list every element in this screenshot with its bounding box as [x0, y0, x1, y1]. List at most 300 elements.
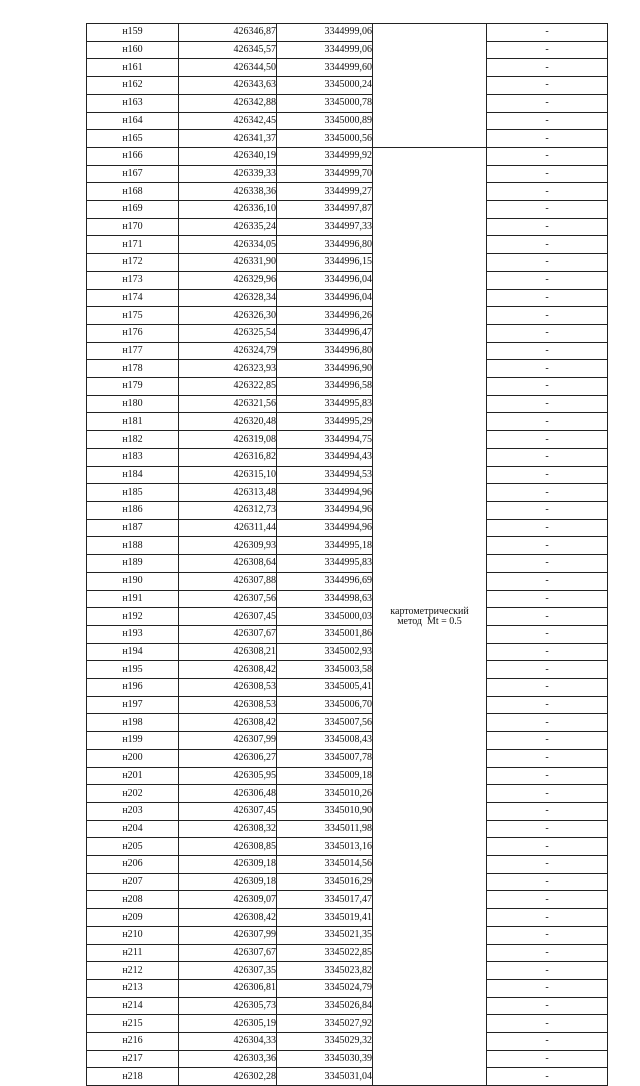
y-coordinate-cell: 3345000,89: [277, 112, 373, 130]
dash-cell: -: [487, 360, 608, 378]
dash-cell: -: [487, 661, 608, 679]
point-name-cell: н181: [87, 413, 179, 431]
table-row: [87, 997, 608, 1015]
y-coordinate-cell: 3344999,92: [277, 147, 373, 165]
table-row: [87, 856, 608, 874]
table-row: [87, 1050, 608, 1068]
table-row: [87, 873, 608, 891]
table-row: [87, 289, 608, 307]
table-row: [87, 147, 608, 165]
x-coordinate-cell: 426315,10: [179, 466, 277, 484]
x-coordinate-cell: 426305,73: [179, 997, 277, 1015]
y-coordinate-cell: 3345002,93: [277, 643, 373, 661]
point-name-cell: н212: [87, 962, 179, 980]
table-row: [87, 395, 608, 413]
method-line-1: картометрический: [390, 605, 469, 617]
dash-cell: -: [487, 1068, 608, 1086]
dash-cell: -: [487, 891, 608, 909]
point-name-cell: н165: [87, 130, 179, 148]
point-name-cell: н200: [87, 749, 179, 767]
dash-cell: -: [487, 1015, 608, 1033]
point-name-cell: н210: [87, 926, 179, 944]
table-row: [87, 1015, 608, 1033]
dash-cell: -: [487, 466, 608, 484]
method-cell-group2: [373, 147, 487, 1085]
point-name-cell: н159: [87, 24, 179, 42]
y-coordinate-cell: 3344996,15: [277, 254, 373, 272]
y-coordinate-cell: 3344999,06: [277, 24, 373, 42]
point-name-cell: н201: [87, 767, 179, 785]
table-row: [87, 271, 608, 289]
point-name-cell: н192: [87, 608, 179, 626]
point-name-cell: н216: [87, 1033, 179, 1051]
x-coordinate-cell: 426307,88: [179, 572, 277, 590]
point-name-cell: н196: [87, 679, 179, 697]
y-coordinate-cell: 3345005,41: [277, 679, 373, 697]
coordinate-table-body: [87, 24, 608, 1086]
table-row: [87, 555, 608, 573]
y-coordinate-cell: 3345000,78: [277, 94, 373, 112]
x-coordinate-cell: 426341,37: [179, 130, 277, 148]
x-coordinate-cell: 426306,81: [179, 979, 277, 997]
table-row: [87, 466, 608, 484]
y-coordinate-cell: 3344999,60: [277, 59, 373, 77]
y-coordinate-cell: 3345010,26: [277, 785, 373, 803]
table-row: [87, 324, 608, 342]
y-coordinate-cell: 3344994,96: [277, 501, 373, 519]
dash-cell: -: [487, 856, 608, 874]
x-coordinate-cell: 426322,85: [179, 378, 277, 396]
point-name-cell: н208: [87, 891, 179, 909]
table-row: [87, 714, 608, 732]
y-coordinate-cell: 3345000,03: [277, 608, 373, 626]
dash-cell: -: [487, 909, 608, 927]
x-coordinate-cell: 426303,36: [179, 1050, 277, 1068]
y-coordinate-cell: 3345027,92: [277, 1015, 373, 1033]
dash-cell: -: [487, 679, 608, 697]
table-row: [87, 484, 608, 502]
point-name-cell: н172: [87, 254, 179, 272]
y-coordinate-cell: 3345024,79: [277, 979, 373, 997]
x-coordinate-cell: 426307,56: [179, 590, 277, 608]
x-coordinate-cell: 426307,99: [179, 732, 277, 750]
table-row: [87, 378, 608, 396]
table-row: [87, 926, 608, 944]
y-coordinate-cell: 3344994,53: [277, 466, 373, 484]
dash-cell: -: [487, 77, 608, 95]
x-coordinate-cell: 426307,45: [179, 802, 277, 820]
dash-cell: -: [487, 501, 608, 519]
y-coordinate-cell: 3345016,29: [277, 873, 373, 891]
x-coordinate-cell: 426316,82: [179, 448, 277, 466]
dash-cell: -: [487, 395, 608, 413]
dash-cell: -: [487, 94, 608, 112]
x-coordinate-cell: 426309,07: [179, 891, 277, 909]
dash-cell: -: [487, 749, 608, 767]
y-coordinate-cell: 3345031,04: [277, 1068, 373, 1086]
table-row: [87, 41, 608, 59]
x-coordinate-cell: 426308,42: [179, 909, 277, 927]
dash-cell: -: [487, 572, 608, 590]
point-name-cell: н166: [87, 147, 179, 165]
point-name-cell: н177: [87, 342, 179, 360]
table-row: [87, 909, 608, 927]
table-row: [87, 501, 608, 519]
point-name-cell: н175: [87, 307, 179, 325]
dash-cell: -: [487, 24, 608, 42]
y-coordinate-cell: 3345011,98: [277, 820, 373, 838]
table-row: [87, 201, 608, 219]
dash-cell: -: [487, 342, 608, 360]
x-coordinate-cell: 426334,05: [179, 236, 277, 254]
table-row: [87, 608, 608, 626]
dash-cell: -: [487, 378, 608, 396]
y-coordinate-cell: 3345022,85: [277, 944, 373, 962]
table-row: [87, 218, 608, 236]
table-row: [87, 413, 608, 431]
table-row: [87, 94, 608, 112]
x-coordinate-cell: 426307,67: [179, 625, 277, 643]
y-coordinate-cell: 3344998,63: [277, 590, 373, 608]
point-name-cell: н174: [87, 289, 179, 307]
dash-cell: -: [487, 307, 608, 325]
y-coordinate-cell: 3344996,47: [277, 324, 373, 342]
point-name-cell: н198: [87, 714, 179, 732]
dash-cell: -: [487, 926, 608, 944]
x-coordinate-cell: 426305,19: [179, 1015, 277, 1033]
x-coordinate-cell: 426328,34: [179, 289, 277, 307]
point-name-cell: н184: [87, 466, 179, 484]
point-name-cell: н164: [87, 112, 179, 130]
x-coordinate-cell: 426308,21: [179, 643, 277, 661]
table-row: [87, 979, 608, 997]
dash-cell: -: [487, 413, 608, 431]
point-name-cell: н168: [87, 183, 179, 201]
point-name-cell: н218: [87, 1068, 179, 1086]
x-coordinate-cell: 426308,32: [179, 820, 277, 838]
x-coordinate-cell: 426340,19: [179, 147, 277, 165]
y-coordinate-cell: 3344996,04: [277, 289, 373, 307]
dash-cell: -: [487, 448, 608, 466]
y-coordinate-cell: 3344997,87: [277, 201, 373, 219]
x-coordinate-cell: 426306,27: [179, 749, 277, 767]
table-row: [87, 254, 608, 272]
y-coordinate-cell: 3344999,70: [277, 165, 373, 183]
point-name-cell: н163: [87, 94, 179, 112]
point-name-cell: н167: [87, 165, 179, 183]
table-row: [87, 962, 608, 980]
point-name-cell: н213: [87, 979, 179, 997]
dash-cell: -: [487, 838, 608, 856]
table-row: [87, 431, 608, 449]
dash-cell: -: [487, 732, 608, 750]
x-coordinate-cell: 426309,93: [179, 537, 277, 555]
dash-cell: -: [487, 112, 608, 130]
table-row: [87, 183, 608, 201]
x-coordinate-cell: 426342,45: [179, 112, 277, 130]
y-coordinate-cell: 3345007,56: [277, 714, 373, 732]
method-line-2: метод Mt = 0.5: [397, 615, 462, 627]
dash-cell: -: [487, 41, 608, 59]
y-coordinate-cell: 3345009,18: [277, 767, 373, 785]
y-coordinate-cell: 3344995,83: [277, 555, 373, 573]
dash-cell: -: [487, 873, 608, 891]
point-name-cell: н215: [87, 1015, 179, 1033]
dash-cell: -: [487, 165, 608, 183]
point-name-cell: н191: [87, 590, 179, 608]
table-row: [87, 537, 608, 555]
x-coordinate-cell: 426307,99: [179, 926, 277, 944]
table-row: [87, 785, 608, 803]
table-row: [87, 767, 608, 785]
table-row: [87, 360, 608, 378]
y-coordinate-cell: 3344995,18: [277, 537, 373, 555]
table-row: [87, 77, 608, 95]
dash-cell: -: [487, 696, 608, 714]
x-coordinate-cell: 426329,96: [179, 271, 277, 289]
y-coordinate-cell: 3345026,84: [277, 997, 373, 1015]
y-coordinate-cell: 3345017,47: [277, 891, 373, 909]
dash-cell: -: [487, 289, 608, 307]
point-name-cell: н206: [87, 856, 179, 874]
dash-cell: -: [487, 519, 608, 537]
x-coordinate-cell: 426304,33: [179, 1033, 277, 1051]
dash-cell: -: [487, 218, 608, 236]
dash-cell: -: [487, 484, 608, 502]
point-name-cell: н178: [87, 360, 179, 378]
point-name-cell: н170: [87, 218, 179, 236]
y-coordinate-cell: 3344997,33: [277, 218, 373, 236]
point-name-cell: н205: [87, 838, 179, 856]
x-coordinate-cell: 426308,42: [179, 714, 277, 732]
table-row: [87, 342, 608, 360]
point-name-cell: н179: [87, 378, 179, 396]
point-name-cell: н194: [87, 643, 179, 661]
point-name-cell: н207: [87, 873, 179, 891]
dash-cell: -: [487, 1050, 608, 1068]
x-coordinate-cell: 426325,54: [179, 324, 277, 342]
y-coordinate-cell: 3344999,27: [277, 183, 373, 201]
y-coordinate-cell: 3345029,32: [277, 1033, 373, 1051]
y-coordinate-cell: 3344995,83: [277, 395, 373, 413]
x-coordinate-cell: 426335,24: [179, 218, 277, 236]
x-coordinate-cell: 426344,50: [179, 59, 277, 77]
x-coordinate-cell: 426319,08: [179, 431, 277, 449]
table-row: [87, 590, 608, 608]
dash-cell: -: [487, 537, 608, 555]
x-coordinate-cell: 426308,42: [179, 661, 277, 679]
point-name-cell: н182: [87, 431, 179, 449]
x-coordinate-cell: 426308,64: [179, 555, 277, 573]
table-row: [87, 307, 608, 325]
x-coordinate-cell: 426346,87: [179, 24, 277, 42]
table-row: [87, 661, 608, 679]
point-name-cell: н169: [87, 201, 179, 219]
dash-cell: -: [487, 271, 608, 289]
dash-cell: -: [487, 643, 608, 661]
x-coordinate-cell: 426309,18: [179, 873, 277, 891]
y-coordinate-cell: 3345003,58: [277, 661, 373, 679]
table-row: [87, 112, 608, 130]
y-coordinate-cell: 3344994,43: [277, 448, 373, 466]
x-coordinate-cell: 426308,53: [179, 696, 277, 714]
y-coordinate-cell: 3345010,90: [277, 802, 373, 820]
x-coordinate-cell: 426339,33: [179, 165, 277, 183]
point-name-cell: н214: [87, 997, 179, 1015]
point-name-cell: н204: [87, 820, 179, 838]
point-name-cell: н183: [87, 448, 179, 466]
y-coordinate-cell: 3345006,70: [277, 696, 373, 714]
table-row: [87, 643, 608, 661]
table-row: [87, 802, 608, 820]
dash-cell: -: [487, 979, 608, 997]
x-coordinate-cell: 426312,73: [179, 501, 277, 519]
x-coordinate-cell: 426307,35: [179, 962, 277, 980]
y-coordinate-cell: 3345008,43: [277, 732, 373, 750]
y-coordinate-cell: 3344994,96: [277, 484, 373, 502]
dash-cell: -: [487, 785, 608, 803]
x-coordinate-cell: 426307,45: [179, 608, 277, 626]
dash-cell: -: [487, 608, 608, 626]
x-coordinate-cell: 426320,48: [179, 413, 277, 431]
y-coordinate-cell: 3345023,82: [277, 962, 373, 980]
y-coordinate-cell: 3344996,80: [277, 342, 373, 360]
table-row: [87, 838, 608, 856]
y-coordinate-cell: 3344996,69: [277, 572, 373, 590]
dash-cell: -: [487, 767, 608, 785]
table-row: [87, 732, 608, 750]
y-coordinate-cell: 3345007,78: [277, 749, 373, 767]
y-coordinate-cell: 3345000,56: [277, 130, 373, 148]
dash-cell: -: [487, 254, 608, 272]
x-coordinate-cell: 426302,28: [179, 1068, 277, 1086]
table-row: [87, 130, 608, 148]
table-row: [87, 1033, 608, 1051]
x-coordinate-cell: 426324,79: [179, 342, 277, 360]
point-name-cell: н188: [87, 537, 179, 555]
point-name-cell: н211: [87, 944, 179, 962]
point-name-cell: н171: [87, 236, 179, 254]
dash-cell: -: [487, 714, 608, 732]
x-coordinate-cell: 426338,36: [179, 183, 277, 201]
table-row: [87, 1068, 608, 1086]
point-name-cell: н199: [87, 732, 179, 750]
table-row: [87, 625, 608, 643]
y-coordinate-cell: 3345001,86: [277, 625, 373, 643]
table-row: [87, 448, 608, 466]
x-coordinate-cell: 426308,85: [179, 838, 277, 856]
y-coordinate-cell: 3344996,90: [277, 360, 373, 378]
point-name-cell: н195: [87, 661, 179, 679]
x-coordinate-cell: 426345,57: [179, 41, 277, 59]
point-name-cell: н189: [87, 555, 179, 573]
dash-cell: -: [487, 625, 608, 643]
point-name-cell: н160: [87, 41, 179, 59]
table-row: [87, 696, 608, 714]
y-coordinate-cell: 3344994,96: [277, 519, 373, 537]
coordinate-table: [86, 23, 608, 1086]
y-coordinate-cell: 3344996,26: [277, 307, 373, 325]
x-coordinate-cell: 426306,48: [179, 785, 277, 803]
dash-cell: -: [487, 130, 608, 148]
point-name-cell: н162: [87, 77, 179, 95]
table-row: [87, 59, 608, 77]
x-coordinate-cell: 426305,95: [179, 767, 277, 785]
y-coordinate-cell: 3344999,06: [277, 41, 373, 59]
x-coordinate-cell: 426326,30: [179, 307, 277, 325]
x-coordinate-cell: 426313,48: [179, 484, 277, 502]
x-coordinate-cell: 426307,67: [179, 944, 277, 962]
dash-cell: -: [487, 997, 608, 1015]
dash-cell: -: [487, 147, 608, 165]
y-coordinate-cell: 3345000,24: [277, 77, 373, 95]
table-row: [87, 679, 608, 697]
dash-cell: -: [487, 802, 608, 820]
dash-cell: -: [487, 324, 608, 342]
table-row: [87, 820, 608, 838]
table-row: [87, 944, 608, 962]
dash-cell: -: [487, 962, 608, 980]
dash-cell: -: [487, 431, 608, 449]
dash-cell: -: [487, 201, 608, 219]
y-coordinate-cell: 3344996,04: [277, 271, 373, 289]
dash-cell: -: [487, 183, 608, 201]
y-coordinate-cell: 3345013,16: [277, 838, 373, 856]
x-coordinate-cell: 426343,63: [179, 77, 277, 95]
x-coordinate-cell: 426342,88: [179, 94, 277, 112]
y-coordinate-cell: 3344995,29: [277, 413, 373, 431]
table-row: [87, 572, 608, 590]
table-row: [87, 165, 608, 183]
y-coordinate-cell: 3344996,80: [277, 236, 373, 254]
point-name-cell: н185: [87, 484, 179, 502]
dash-cell: -: [487, 59, 608, 77]
point-name-cell: н186: [87, 501, 179, 519]
dash-cell: -: [487, 820, 608, 838]
method-cell-group1: [373, 24, 487, 148]
dash-cell: -: [487, 1033, 608, 1051]
point-name-cell: н176: [87, 324, 179, 342]
table-row: [87, 24, 608, 42]
dash-cell: -: [487, 944, 608, 962]
point-name-cell: н209: [87, 909, 179, 927]
x-coordinate-cell: 426336,10: [179, 201, 277, 219]
point-name-cell: н190: [87, 572, 179, 590]
point-name-cell: н173: [87, 271, 179, 289]
dash-cell: -: [487, 590, 608, 608]
table-row: [87, 891, 608, 909]
y-coordinate-cell: 3345019,41: [277, 909, 373, 927]
x-coordinate-cell: 426321,56: [179, 395, 277, 413]
table-row: [87, 749, 608, 767]
point-name-cell: н197: [87, 696, 179, 714]
y-coordinate-cell: 3344994,75: [277, 431, 373, 449]
point-name-cell: н180: [87, 395, 179, 413]
y-coordinate-cell: 3345030,39: [277, 1050, 373, 1068]
x-coordinate-cell: 426311,44: [179, 519, 277, 537]
table-row: [87, 519, 608, 537]
point-name-cell: н202: [87, 785, 179, 803]
y-coordinate-cell: 3345014,56: [277, 856, 373, 874]
point-name-cell: н203: [87, 802, 179, 820]
point-name-cell: н193: [87, 625, 179, 643]
y-coordinate-cell: 3345021,35: [277, 926, 373, 944]
x-coordinate-cell: 426308,53: [179, 679, 277, 697]
y-coordinate-cell: 3344996,58: [277, 378, 373, 396]
x-coordinate-cell: 426323,93: [179, 360, 277, 378]
dash-cell: -: [487, 236, 608, 254]
point-name-cell: н187: [87, 519, 179, 537]
